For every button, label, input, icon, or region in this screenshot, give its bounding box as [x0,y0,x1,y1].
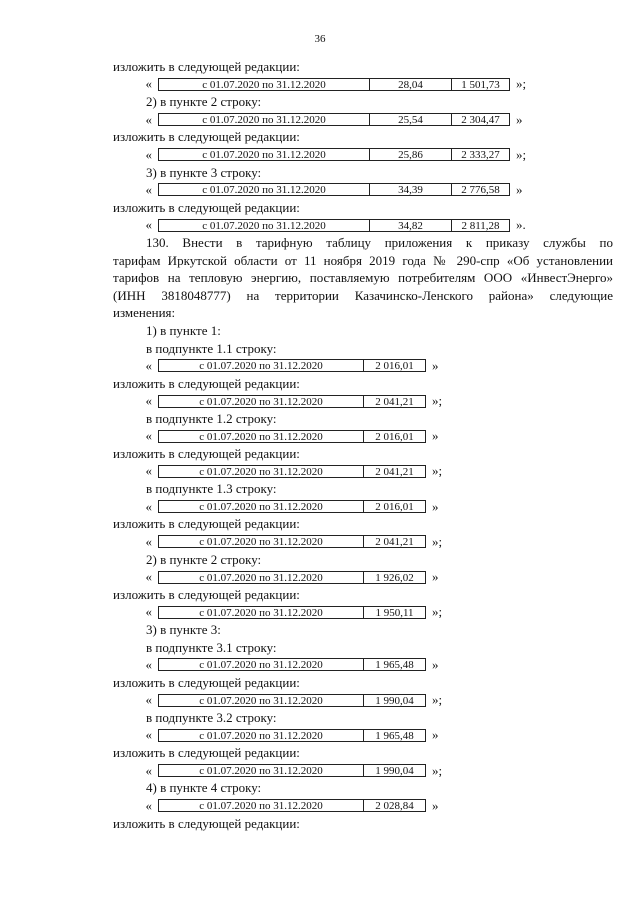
tariff-table-row [113,216,613,234]
page-number: 36 [314,33,326,45]
close-quote: »; [432,533,443,549]
text-line: в подпункте 1.3 строку: [146,481,277,497]
tariff-table-row [113,498,613,516]
value-cell: 1 965,48 [364,729,426,742]
open-quote: « [145,498,152,514]
tariff-table-row [113,111,613,129]
open-quote: « [145,146,152,162]
text-line: изложить в следующей редакции: [113,674,300,690]
close-quote: » [432,727,439,743]
text-line: в подпункте 3.2 строку: [146,709,277,725]
tariff-table-row [113,427,613,445]
value-cell: 2 041,21 [364,535,426,548]
text-line: изложить в следующей редакции: [113,745,300,761]
period-cell: с 01.07.2020 по 31.12.2020 [158,465,364,478]
close-quote: » [432,797,439,813]
paragraph-line: тарифов на тепловую энергию, поставляемую потребителям ООО «ИнвестЭнерго» [113,270,613,286]
period-cell: с 01.07.2020 по 31.12.2020 [158,183,370,196]
text-line: изложить в следующей редакции: [113,375,300,391]
close-quote: » [432,357,439,373]
text-line: в подпункте 1.2 строку: [146,410,277,426]
value-cell: 1 990,04 [364,764,426,777]
value-cell-2: 1 501,73 [452,78,510,91]
tariff-table-row [113,603,613,621]
tariff-table-row [113,797,613,815]
paragraph-line: тарифам Иркутской области от 11 ноября 2019 года № 290-спр «Об установлении [113,252,613,268]
close-quote: »; [432,604,443,620]
value-cell: 1 950,11 [364,606,426,619]
close-quote: »; [432,692,443,708]
tariff-table-row [113,656,613,674]
tariff-table-row [113,463,613,481]
tariff-table-row [113,146,613,164]
text-line: 4) в пункте 4 строку: [146,780,262,796]
period-cell: с 01.07.2020 по 31.12.2020 [158,606,364,619]
value-cell: 1 926,02 [364,571,426,584]
close-quote: »; [432,762,443,778]
period-cell: с 01.07.2020 по 31.12.2020 [158,148,370,161]
value-cell: 25,86 [370,148,452,161]
period-cell: с 01.07.2020 по 31.12.2020 [158,430,364,443]
period-cell: с 01.07.2020 по 31.12.2020 [158,359,364,372]
close-quote: » [432,569,439,585]
period-cell: с 01.07.2020 по 31.12.2020 [158,219,370,232]
text-line: в подпункте 1.1 строку: [146,340,277,356]
period-cell: с 01.07.2020 по 31.12.2020 [158,395,364,408]
text-line: 1) в пункте 1: [146,322,221,338]
text-line: изменения: [113,305,176,321]
period-cell: с 01.07.2020 по 31.12.2020 [158,535,364,548]
close-quote: »; [516,76,527,92]
period-cell: с 01.07.2020 по 31.12.2020 [158,658,364,671]
period-cell: с 01.07.2020 по 31.12.2020 [158,729,364,742]
open-quote: « [145,656,152,672]
tariff-table-row [113,727,613,745]
open-quote: « [145,111,152,127]
tariff-table-row [113,357,613,375]
close-quote: » [432,656,439,672]
tariff-table-row [113,568,613,586]
text-line: изложить в следующей редакции: [113,586,300,602]
open-quote: « [145,569,152,585]
document-body [113,58,613,832]
value-cell-2: 2 304,47 [452,113,510,126]
value-cell: 2 016,01 [364,500,426,513]
value-cell: 2 016,01 [364,430,426,443]
close-quote: ». [516,217,526,233]
value-cell: 28,04 [370,78,452,91]
text-line: изложить в следующей редакции: [113,59,300,74]
tariff-table-row [113,533,613,551]
text-line: 2) в пункте 2 строку: [146,551,262,567]
period-cell: с 01.07.2020 по 31.12.2020 [158,764,364,777]
open-quote: « [145,797,152,813]
paragraph-line: 130. Внести в тарифную таблицу приложения к приказу службы по [146,234,613,250]
period-cell: с 01.07.2020 по 31.12.2020 [158,78,370,91]
open-quote: « [145,533,152,549]
value-cell: 2 028,84 [364,799,426,812]
text-line: изложить в следующей редакции: [113,516,300,532]
period-cell: с 01.07.2020 по 31.12.2020 [158,500,364,513]
open-quote: « [145,357,152,373]
text-line: изложить в следующей редакции: [113,446,300,462]
close-quote: » [432,498,439,514]
value-cell: 25,54 [370,113,452,126]
close-quote: »; [516,146,527,162]
text-line: 2) в пункте 2 строку: [146,94,262,110]
text-line: изложить в следующей редакции: [113,815,300,831]
period-cell: с 01.07.2020 по 31.12.2020 [158,694,364,707]
value-cell-2: 2 811,28 [452,219,510,232]
tariff-table-row [113,691,613,709]
open-quote: « [145,76,152,92]
tariff-table-row [113,762,613,780]
open-quote: « [145,692,152,708]
period-cell: с 01.07.2020 по 31.12.2020 [158,113,370,126]
value-cell: 2 016,01 [364,359,426,372]
open-quote: « [145,217,152,233]
value-cell: 34,39 [370,183,452,196]
open-quote: « [145,727,152,743]
text-line: 3) в пункте 3 строку: [146,164,262,180]
open-quote: « [145,393,152,409]
close-quote: » [432,428,439,444]
close-quote: » [516,111,523,127]
text-line: изложить в следующей редакции: [113,129,300,145]
open-quote: « [145,428,152,444]
open-quote: « [145,604,152,620]
paragraph-line: (ИНН 3818048777) на территории Казачинско-Ленского района» следующие [113,287,613,303]
value-cell: 2 041,21 [364,465,426,478]
open-quote: « [145,181,152,197]
tariff-table-row [113,76,613,94]
close-quote: »; [432,463,443,479]
text-line: в подпункте 3.1 строку: [146,639,277,655]
open-quote: « [145,762,152,778]
close-quote: »; [432,393,443,409]
value-cell-2: 2 333,27 [452,148,510,161]
period-cell: с 01.07.2020 по 31.12.2020 [158,799,364,812]
tariff-table-row [113,392,613,410]
value-cell: 1 965,48 [364,658,426,671]
period-cell: с 01.07.2020 по 31.12.2020 [158,571,364,584]
text-line: 3) в пункте 3: [146,622,221,637]
text-line: изложить в следующей редакции: [113,199,300,215]
open-quote: « [145,463,152,479]
value-cell-2: 2 776,58 [452,183,510,196]
value-cell: 34,82 [370,219,452,232]
value-cell: 2 041,21 [364,395,426,408]
tariff-table-row [113,181,613,199]
value-cell: 1 990,04 [364,694,426,707]
close-quote: » [516,181,523,197]
